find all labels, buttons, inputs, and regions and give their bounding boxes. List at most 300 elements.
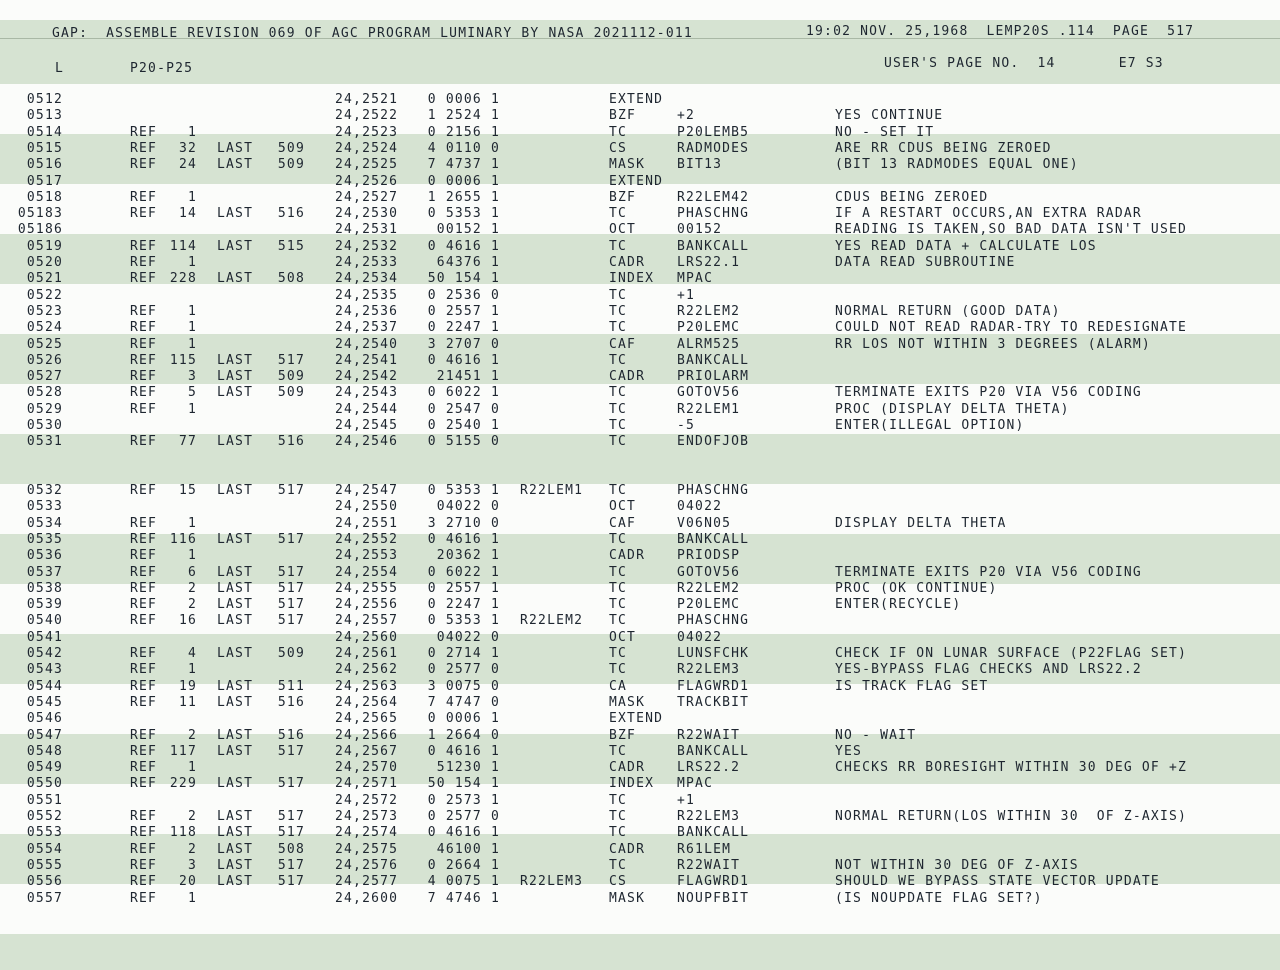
object-code: 0 2714 1 [427, 646, 500, 661]
opcode: TC [609, 597, 628, 613]
object-code: 4 0075 1 [427, 874, 500, 890]
line-number: 05186 [17, 222, 63, 238]
object-code: 0 2557 1 [427, 580, 500, 596]
last-keyword: LAST [217, 352, 254, 368]
opcode: TC [609, 401, 628, 417]
line-number: 0537 [26, 564, 63, 580]
line-number: 0528 [26, 385, 63, 401]
line-number: 0535 [26, 531, 63, 547]
opcode: TC [609, 418, 628, 433]
ref-count: 2 [187, 727, 197, 743]
opcode: INDEX [609, 271, 655, 287]
operand: PHASCHNG [677, 613, 750, 629]
object-code: 1 2664 0 [427, 727, 500, 743]
opcode: TC [609, 825, 628, 841]
line-number: 0554 [26, 841, 63, 857]
ref-count: 15 [178, 483, 197, 498]
operand: R22LEM3 [677, 662, 741, 678]
operand: PHASCHNG [677, 483, 750, 498]
ref-count: 118 [169, 825, 197, 841]
line-number: 0530 [26, 418, 63, 433]
comment: NORMAL RETURN (GOOD DATA) [835, 303, 1061, 319]
object-code: 0 4616 1 [427, 825, 500, 841]
comment: TERMINATE EXITS P20 VIA V56 CODING [835, 564, 1142, 580]
last-line: 517 [277, 857, 305, 873]
ref-keyword: REF [130, 776, 158, 792]
ref-count: 3 [187, 857, 197, 873]
ref-keyword: REF [130, 352, 158, 368]
object-code: 0 2577 0 [427, 809, 500, 824]
line-number: 0545 [26, 694, 63, 710]
line-number: 0522 [26, 287, 63, 303]
line-number: 0513 [26, 108, 63, 124]
operand: R22LEM1 [677, 401, 741, 417]
ref-keyword: REF [130, 678, 158, 694]
opcode: CAF [609, 336, 637, 352]
last-keyword: LAST [217, 694, 254, 710]
address: 24,2547 [335, 483, 399, 498]
ref-count: 114 [169, 238, 197, 254]
opcode: EXTEND [609, 711, 664, 727]
last-line: 517 [277, 743, 305, 759]
operand: R61LEM [677, 841, 732, 857]
ref-count: 1 [187, 401, 197, 417]
ref-keyword: REF [130, 727, 158, 743]
ref-keyword: REF [130, 369, 158, 385]
opcode: TC [609, 483, 628, 498]
opcode: MASK [609, 890, 646, 906]
last-line: 509 [277, 369, 305, 385]
address: 24,2546 [335, 434, 399, 450]
address: 24,2545 [335, 418, 399, 433]
ref-count: 24 [178, 157, 197, 173]
operand: LRS22.2 [677, 760, 741, 776]
comment: NOT WITHIN 30 DEG OF Z-AXIS [835, 857, 1079, 873]
address: 24,2554 [335, 564, 399, 580]
opcode: TC [609, 857, 628, 873]
ref-keyword: REF [130, 694, 158, 710]
object-code: 0 0006 1 [427, 711, 500, 727]
ref-keyword: REF [130, 646, 158, 661]
last-line: 509 [277, 385, 305, 401]
ref-keyword: REF [130, 124, 158, 140]
line-number: 0514 [26, 124, 63, 140]
ref-count: 228 [169, 271, 197, 287]
comment: (BIT 13 RADMODES EQUAL ONE) [835, 157, 1079, 173]
line-number: 0523 [26, 303, 63, 319]
address: 24,2571 [335, 776, 399, 792]
ref-count: 116 [169, 531, 197, 547]
ref-count: 2 [187, 597, 197, 613]
ref-keyword: REF [130, 206, 158, 222]
comment: YES [835, 743, 863, 759]
object-code: 0 5353 1 [427, 613, 500, 629]
object-code: 0 0006 1 [427, 92, 500, 107]
object-code: 0 2557 1 [427, 303, 500, 319]
opcode: MASK [609, 694, 646, 710]
opcode: OCT [609, 499, 637, 515]
object-code: 0 2573 1 [427, 792, 500, 808]
address: 24,2562 [335, 662, 399, 678]
line-number: 0553 [26, 825, 63, 841]
last-line: 509 [277, 646, 305, 661]
opcode: CA [609, 678, 628, 694]
operand: +1 [677, 792, 696, 808]
operand: P20LEMC [677, 597, 741, 613]
operand: MPAC [677, 776, 714, 792]
ref-count: 32 [178, 140, 197, 156]
object-code: 0 6022 1 [427, 385, 500, 401]
line-number: 0521 [26, 271, 63, 287]
line-number: 0518 [26, 189, 63, 205]
last-keyword: LAST [217, 857, 254, 873]
last-keyword: LAST [217, 646, 254, 661]
operand: 04022 [677, 499, 723, 515]
ref-keyword: REF [130, 483, 158, 498]
last-keyword: LAST [217, 874, 254, 890]
operand: PHASCHNG [677, 206, 750, 222]
comment: ARE RR CDUS BEING ZEROED [835, 140, 1052, 156]
last-line: 517 [277, 483, 305, 498]
comment: YES CONTINUE [835, 108, 944, 124]
operand: TRACKBIT [677, 694, 750, 710]
ref-count: 1 [187, 303, 197, 319]
line-number: 0538 [26, 580, 63, 596]
opcode: TC [609, 564, 628, 580]
object-code: 0 4616 1 [427, 238, 500, 254]
operand: R22LEM3 [677, 809, 741, 824]
opcode: TC [609, 580, 628, 596]
header-title: GAP: ASSEMBLE REVISION 069 OF AGC PROGRAM LUMINARY BY NASA 2021112-011 [52, 26, 693, 41]
line-number: 0547 [26, 727, 63, 743]
line-number: 0542 [26, 646, 63, 661]
opcode: EXTEND [609, 173, 664, 189]
last-line: 517 [277, 531, 305, 547]
address: 24,2540 [335, 336, 399, 352]
last-keyword: LAST [217, 483, 254, 498]
comment: NORMAL RETURN(LOS WITHIN 30 OF Z-AXIS) [835, 809, 1188, 824]
address: 24,2530 [335, 206, 399, 222]
address: 24,2555 [335, 580, 399, 596]
line-number: 0516 [26, 157, 63, 173]
line-number: 0548 [26, 743, 63, 759]
opcode: TC [609, 646, 628, 661]
line-number: 0543 [26, 662, 63, 678]
comment: ENTER(ILLEGAL OPTION) [835, 418, 1025, 433]
ref-keyword: REF [130, 157, 158, 173]
object-code: 0 5353 1 [427, 483, 500, 498]
object-code: 7 4737 1 [427, 157, 500, 173]
last-line: 517 [277, 613, 305, 629]
comment: YES READ DATA + CALCULATE LOS [835, 238, 1097, 254]
label: R22LEM2 [520, 613, 584, 629]
line-number: 0544 [26, 678, 63, 694]
operand: -5 [677, 418, 696, 433]
ref-keyword: REF [130, 825, 158, 841]
operand: R22WAIT [677, 727, 741, 743]
operand: R22WAIT [677, 857, 741, 873]
line-number: 0531 [26, 434, 63, 450]
address: 24,2566 [335, 727, 399, 743]
operand: MPAC [677, 271, 714, 287]
ref-count: 5 [187, 385, 197, 401]
last-line: 517 [277, 825, 305, 841]
ref-count: 3 [187, 369, 197, 385]
object-code: 51230 1 [418, 760, 500, 776]
ref-count: 1 [187, 890, 197, 906]
line-number: 0540 [26, 613, 63, 629]
ref-count: 14 [178, 206, 197, 222]
ref-count: 1 [187, 336, 197, 352]
line-number: 0549 [26, 760, 63, 776]
operand: GOTOV56 [677, 564, 741, 580]
address: 24,2526 [335, 173, 399, 189]
object-code: 0 2156 1 [427, 124, 500, 140]
address: 24,2563 [335, 678, 399, 694]
address: 24,2550 [335, 499, 399, 515]
address: 24,2544 [335, 401, 399, 417]
object-code: 0 2577 0 [427, 662, 500, 678]
operand: BANKCALL [677, 825, 750, 841]
operand: 00152 [677, 222, 723, 238]
last-keyword: LAST [217, 776, 254, 792]
operand: +2 [677, 108, 696, 124]
object-code: 00152 1 [418, 222, 500, 238]
line-number: 0539 [26, 597, 63, 613]
comment: IS TRACK FLAG SET [835, 678, 989, 694]
ref-count: 1 [187, 662, 197, 678]
opcode: TC [609, 238, 628, 254]
ref-count: 1 [187, 760, 197, 776]
ref-keyword: REF [130, 255, 158, 270]
opcode: CADR [609, 548, 646, 564]
ref-count: 1 [187, 548, 197, 564]
comment: SHOULD WE BYPASS STATE VECTOR UPDATE [835, 874, 1160, 890]
comment: PROC (DISPLAY DELTA THETA) [835, 401, 1070, 417]
address: 24,2567 [335, 743, 399, 759]
line-number: 0517 [26, 173, 63, 189]
ref-keyword: REF [130, 385, 158, 401]
comment: CDUS BEING ZEROED [835, 189, 989, 205]
ref-keyword: REF [130, 238, 158, 254]
ref-count: 77 [178, 434, 197, 450]
address: 24,2534 [335, 271, 399, 287]
ref-keyword: REF [130, 857, 158, 873]
line-number: 0533 [26, 499, 63, 515]
ref-count: 2 [187, 841, 197, 857]
opcode: TC [609, 352, 628, 368]
ref-keyword: REF [130, 271, 158, 287]
address: 24,2541 [335, 352, 399, 368]
object-code: 7 4747 0 [427, 694, 500, 710]
object-code: 50 154 1 [427, 776, 500, 792]
last-line: 508 [277, 271, 305, 287]
comment: PROC (OK CONTINUE) [835, 580, 998, 596]
line-number: 0552 [26, 809, 63, 824]
object-code: 0 4616 1 [427, 531, 500, 547]
opcode: CS [609, 874, 628, 890]
last-line: 511 [277, 678, 305, 694]
operand: PRIOLARM [677, 369, 750, 385]
label: R22LEM1 [520, 483, 584, 498]
opcode: TC [609, 743, 628, 759]
opcode: CAF [609, 515, 637, 531]
opcode: TC [609, 434, 628, 450]
last-keyword: LAST [217, 841, 254, 857]
last-line: 516 [277, 206, 305, 222]
operand: +1 [677, 287, 696, 303]
opcode: MASK [609, 157, 646, 173]
address: 24,2575 [335, 841, 399, 857]
ref-count: 1 [187, 124, 197, 140]
comment: COULD NOT READ RADAR-TRY TO REDESIGNATE [835, 320, 1188, 336]
ref-keyword: REF [130, 140, 158, 156]
last-line: 517 [277, 874, 305, 890]
ref-keyword: REF [130, 890, 158, 906]
opcode: CS [609, 140, 628, 156]
opcode: CADR [609, 841, 646, 857]
address: 24,2572 [335, 792, 399, 808]
operand: BANKCALL [677, 238, 750, 254]
paper-band [0, 934, 1280, 970]
comment: IF A RESTART OCCURS,AN EXTRA RADAR [835, 206, 1142, 222]
label: R22LEM3 [520, 874, 584, 890]
last-keyword: LAST [217, 743, 254, 759]
operand: NOUPFBIT [677, 890, 750, 906]
line-number: 05183 [17, 206, 63, 222]
comment: NO - WAIT [835, 727, 917, 743]
object-code: 7 4746 1 [427, 890, 500, 906]
last-keyword: LAST [217, 157, 254, 173]
last-line: 517 [277, 564, 305, 580]
address: 24,2536 [335, 303, 399, 319]
opcode: OCT [609, 629, 637, 645]
address: 24,2551 [335, 515, 399, 531]
opcode: INDEX [609, 776, 655, 792]
object-code: 21451 1 [418, 369, 500, 385]
operand: BANKCALL [677, 743, 750, 759]
address: 24,2527 [335, 189, 399, 205]
object-code: 0 4616 1 [427, 352, 500, 368]
comment: ENTER(RECYCLE) [835, 597, 962, 613]
opcode: TC [609, 206, 628, 222]
last-keyword: LAST [217, 385, 254, 401]
ref-keyword: REF [130, 336, 158, 352]
object-code: 04022 0 [418, 499, 500, 515]
opcode: TC [609, 809, 628, 824]
line-number: 0541 [26, 629, 63, 645]
line-number: 0551 [26, 792, 63, 808]
address: 24,2560 [335, 629, 399, 645]
last-keyword: LAST [217, 597, 254, 613]
last-line: 517 [277, 597, 305, 613]
ref-keyword: REF [130, 515, 158, 531]
last-line: 517 [277, 809, 305, 824]
opcode: TC [609, 303, 628, 319]
ref-keyword: REF [130, 874, 158, 890]
ref-count: 115 [169, 352, 197, 368]
address: 24,2557 [335, 613, 399, 629]
line-number: 0557 [26, 890, 63, 906]
address: 24,2576 [335, 857, 399, 873]
opcode: TC [609, 385, 628, 401]
operand: LRS22.1 [677, 255, 741, 270]
object-code: 46100 1 [418, 841, 500, 857]
operand: R22LEM42 [677, 189, 750, 205]
address: 24,2522 [335, 108, 399, 124]
address: 24,2561 [335, 646, 399, 661]
line-number: 0515 [26, 140, 63, 156]
address: 24,2564 [335, 694, 399, 710]
last-keyword: LAST [217, 613, 254, 629]
address: 24,2553 [335, 548, 399, 564]
line-number: 0512 [26, 92, 63, 107]
ref-keyword: REF [130, 303, 158, 319]
object-code: 0 2540 1 [427, 418, 500, 433]
operand: R22LEM2 [677, 580, 741, 596]
address: 24,2523 [335, 124, 399, 140]
object-code: 1 2524 1 [427, 108, 500, 124]
ref-count: 16 [178, 613, 197, 629]
line-number: 0527 [26, 369, 63, 385]
header-listing-type: L [55, 61, 65, 76]
address: 24,2600 [335, 890, 399, 906]
operand: V06N05 [677, 515, 732, 531]
object-code: 0 5353 1 [427, 206, 500, 222]
paper-band [0, 0, 1280, 20]
comment: CHECKS RR BORESIGHT WITHIN 30 DEG OF +Z [835, 760, 1188, 776]
ref-keyword: REF [130, 548, 158, 564]
operand: BIT13 [677, 157, 723, 173]
operand: ALRM525 [677, 336, 741, 352]
opcode: TC [609, 287, 628, 303]
last-keyword: LAST [217, 580, 254, 596]
line-number: 0556 [26, 874, 63, 890]
address: 24,2543 [335, 385, 399, 401]
comment: YES-BYPASS FLAG CHECKS AND LRS22.2 [835, 662, 1142, 678]
opcode: TC [609, 613, 628, 629]
address: 24,2570 [335, 760, 399, 776]
ref-count: 1 [187, 515, 197, 531]
object-code: 0 0006 1 [427, 173, 500, 189]
last-keyword: LAST [217, 206, 254, 222]
last-keyword: LAST [217, 434, 254, 450]
last-keyword: LAST [217, 369, 254, 385]
ref-count: 19 [178, 678, 197, 694]
line-number: 0534 [26, 515, 63, 531]
ref-keyword: REF [130, 564, 158, 580]
object-code: 0 5155 0 [427, 434, 500, 450]
line-number: 0532 [26, 483, 63, 498]
address: 24,2542 [335, 369, 399, 385]
address: 24,2573 [335, 809, 399, 824]
operand: P20LEMB5 [677, 124, 750, 140]
comment: TERMINATE EXITS P20 VIA V56 CODING [835, 385, 1142, 401]
operand: 04022 [677, 629, 723, 645]
object-code: 0 2547 0 [427, 401, 500, 417]
line-number: 0555 [26, 857, 63, 873]
opcode: BZF [609, 727, 637, 743]
opcode: CADR [609, 255, 646, 270]
last-line: 509 [277, 140, 305, 156]
comment: DATA READ SUBROUTINE [835, 255, 1016, 270]
operand: R22LEM2 [677, 303, 741, 319]
opcode: TC [609, 792, 628, 808]
object-code: 3 0075 0 [427, 678, 500, 694]
comment: NO - SET IT [835, 124, 935, 140]
operand: ENDOFJOB [677, 434, 750, 450]
address: 24,2565 [335, 711, 399, 727]
